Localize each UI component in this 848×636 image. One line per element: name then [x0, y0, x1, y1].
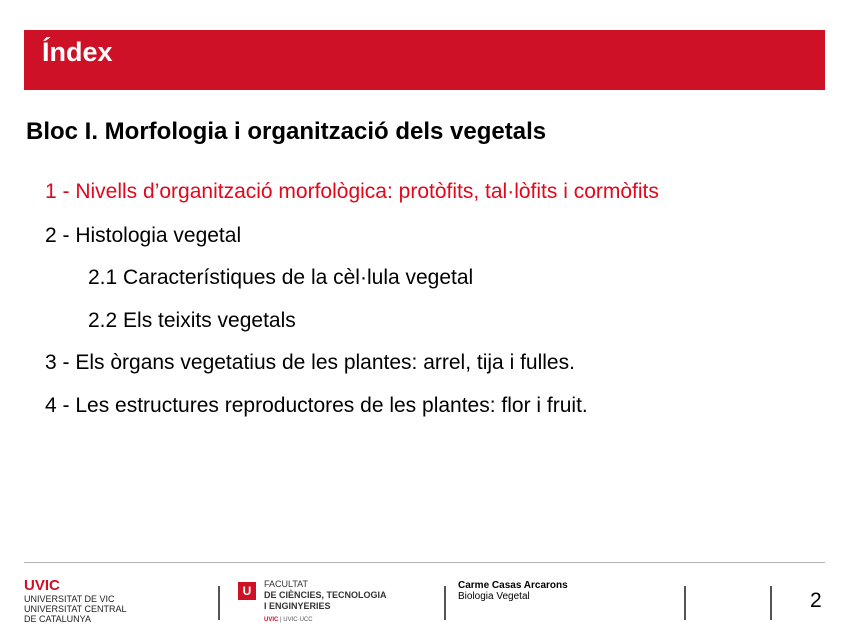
- toc-item-2-2: 2.2 Els teixits vegetals: [88, 309, 296, 332]
- faculty-subtext-rest: | UVIC·UCC: [278, 617, 313, 623]
- slide-title: Índex: [42, 37, 113, 67]
- course-name: Biologia Vegetal: [458, 591, 530, 602]
- faculty-line-2: DE CIÈNCIES, TECNOLOGIA: [264, 590, 387, 600]
- uvic-logo-line-1: UNIVERSITAT DE VIC: [24, 594, 115, 604]
- faculty-line-3: I ENGINYERIES: [264, 601, 331, 611]
- toc-item-4: 4 - Les estructures reproductores de les plantes: flor i fruit.: [45, 394, 588, 417]
- faculty-subtext-uvic: UVIC: [264, 617, 279, 623]
- toc-item-2: 2 - Histologia vegetal: [45, 224, 242, 247]
- section-heading: Bloc I. Morfologia i organització dels vegetals: [26, 118, 547, 145]
- author-block: [458, 580, 568, 602]
- title-bar: [24, 30, 825, 90]
- toc-item-1: 1 - Nivells d’organització morfològica: protòfits, tal·lòfits i cormòfits: [45, 180, 659, 203]
- author-name: Carme Casas Arcarons: [458, 580, 568, 591]
- uvic-logo-line-3: DE CATALUNYA: [24, 614, 92, 624]
- toc-item-2-1: 2.1 Característiques de la cèl·lula vegetal: [88, 266, 474, 289]
- faculty-logo-icon: U: [238, 582, 256, 600]
- footer-separator-1: [218, 586, 220, 620]
- uvic-wordmark: UVIC: [24, 577, 60, 594]
- footer-separator-4: [770, 586, 772, 620]
- toc-item-3: 3 - Els òrgans vegetatius de les plantes: arrel, tija i fulles.: [45, 351, 575, 374]
- faculty-logo-text: [264, 579, 387, 612]
- faculty-logo-subtext: [264, 617, 313, 623]
- footer-divider: [24, 562, 825, 563]
- page-number: 2: [810, 589, 822, 612]
- faculty-line-1: FACULTAT: [264, 579, 309, 589]
- uvic-logo-line-2: UNIVERSITAT CENTRAL: [24, 604, 127, 614]
- footer-separator-3: [684, 586, 686, 620]
- footer-separator-2: [444, 586, 446, 620]
- uvic-logo: [24, 578, 127, 624]
